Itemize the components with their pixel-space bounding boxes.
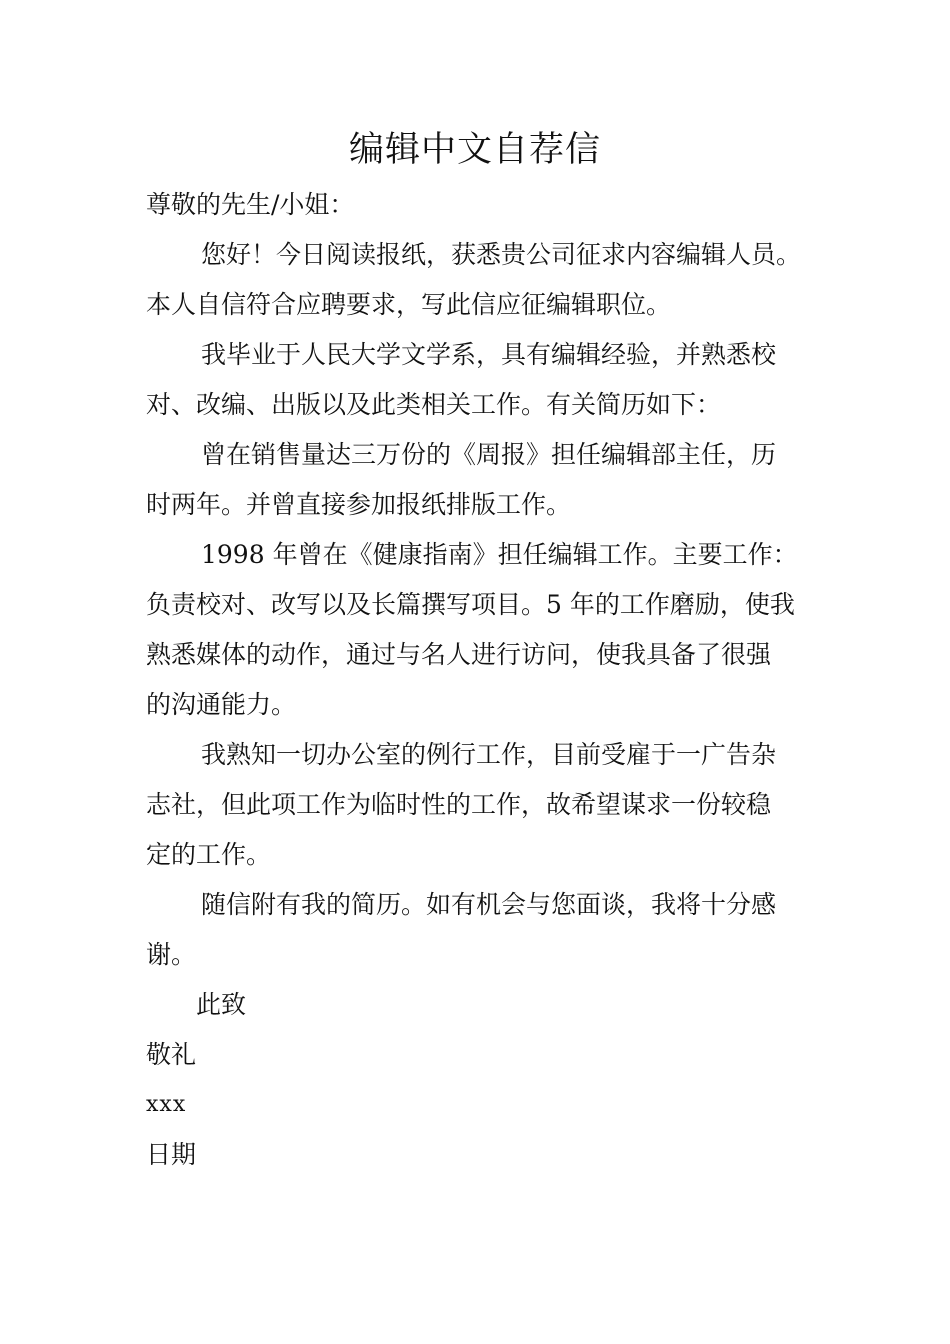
paragraph-line: 时两年。并曾直接参加报纸排版工作。 (146, 490, 572, 519)
closing-line: 此致 (196, 990, 247, 1019)
paragraph-line: 您好！今日阅读报纸，获悉贵公司征求内容编辑人员。 (201, 240, 802, 269)
date-line: 日期 (146, 1140, 197, 1169)
letter-body (146, 180, 826, 1180)
paragraph-line: 曾在销售量达三万份的《周报》担任编辑部主任，历 (201, 440, 777, 469)
paragraph-line: 本人自信符合应聘要求，写此信应征编辑职位。 (146, 290, 672, 319)
salutation-line: 尊敬的先生/小姐： (146, 190, 355, 219)
paragraph-line: 志社，但此项工作为临时性的工作，故希望谋求一份较稳 (146, 790, 772, 819)
paragraph-line: 我熟知一切办公室的例行工作，目前受雇于一广告杂 (201, 740, 777, 769)
paragraph-line: 对、改编、出版以及此类相关工作。有关简历如下： (146, 390, 722, 419)
paragraph-line: 我毕业于人民大学文学系，具有编辑经验，并熟悉校 (201, 340, 777, 369)
paragraph-line: 谢。 (146, 940, 197, 969)
paragraph-line: 定的工作。 (146, 840, 272, 869)
paragraph-line: 随信附有我的简历。如有机会与您面谈，我将十分感 (201, 890, 777, 919)
paragraph-line: 的沟通能力。 (146, 690, 297, 719)
regards-line: 敬礼 (146, 1040, 197, 1069)
paragraph-line: 1998 年曾在《健康指南》担任编辑工作。主要工作： (201, 540, 798, 569)
signature-line: xxx (146, 1092, 187, 1117)
paragraph-line: 熟悉媒体的动作，通过与名人进行访问，使我具备了很强 (146, 640, 772, 669)
paragraph-line: 负责校对、改写以及长篇撰写项目。5 年的工作磨励，使我 (146, 590, 795, 619)
document-title: 编辑中文自荐信 (348, 130, 601, 170)
